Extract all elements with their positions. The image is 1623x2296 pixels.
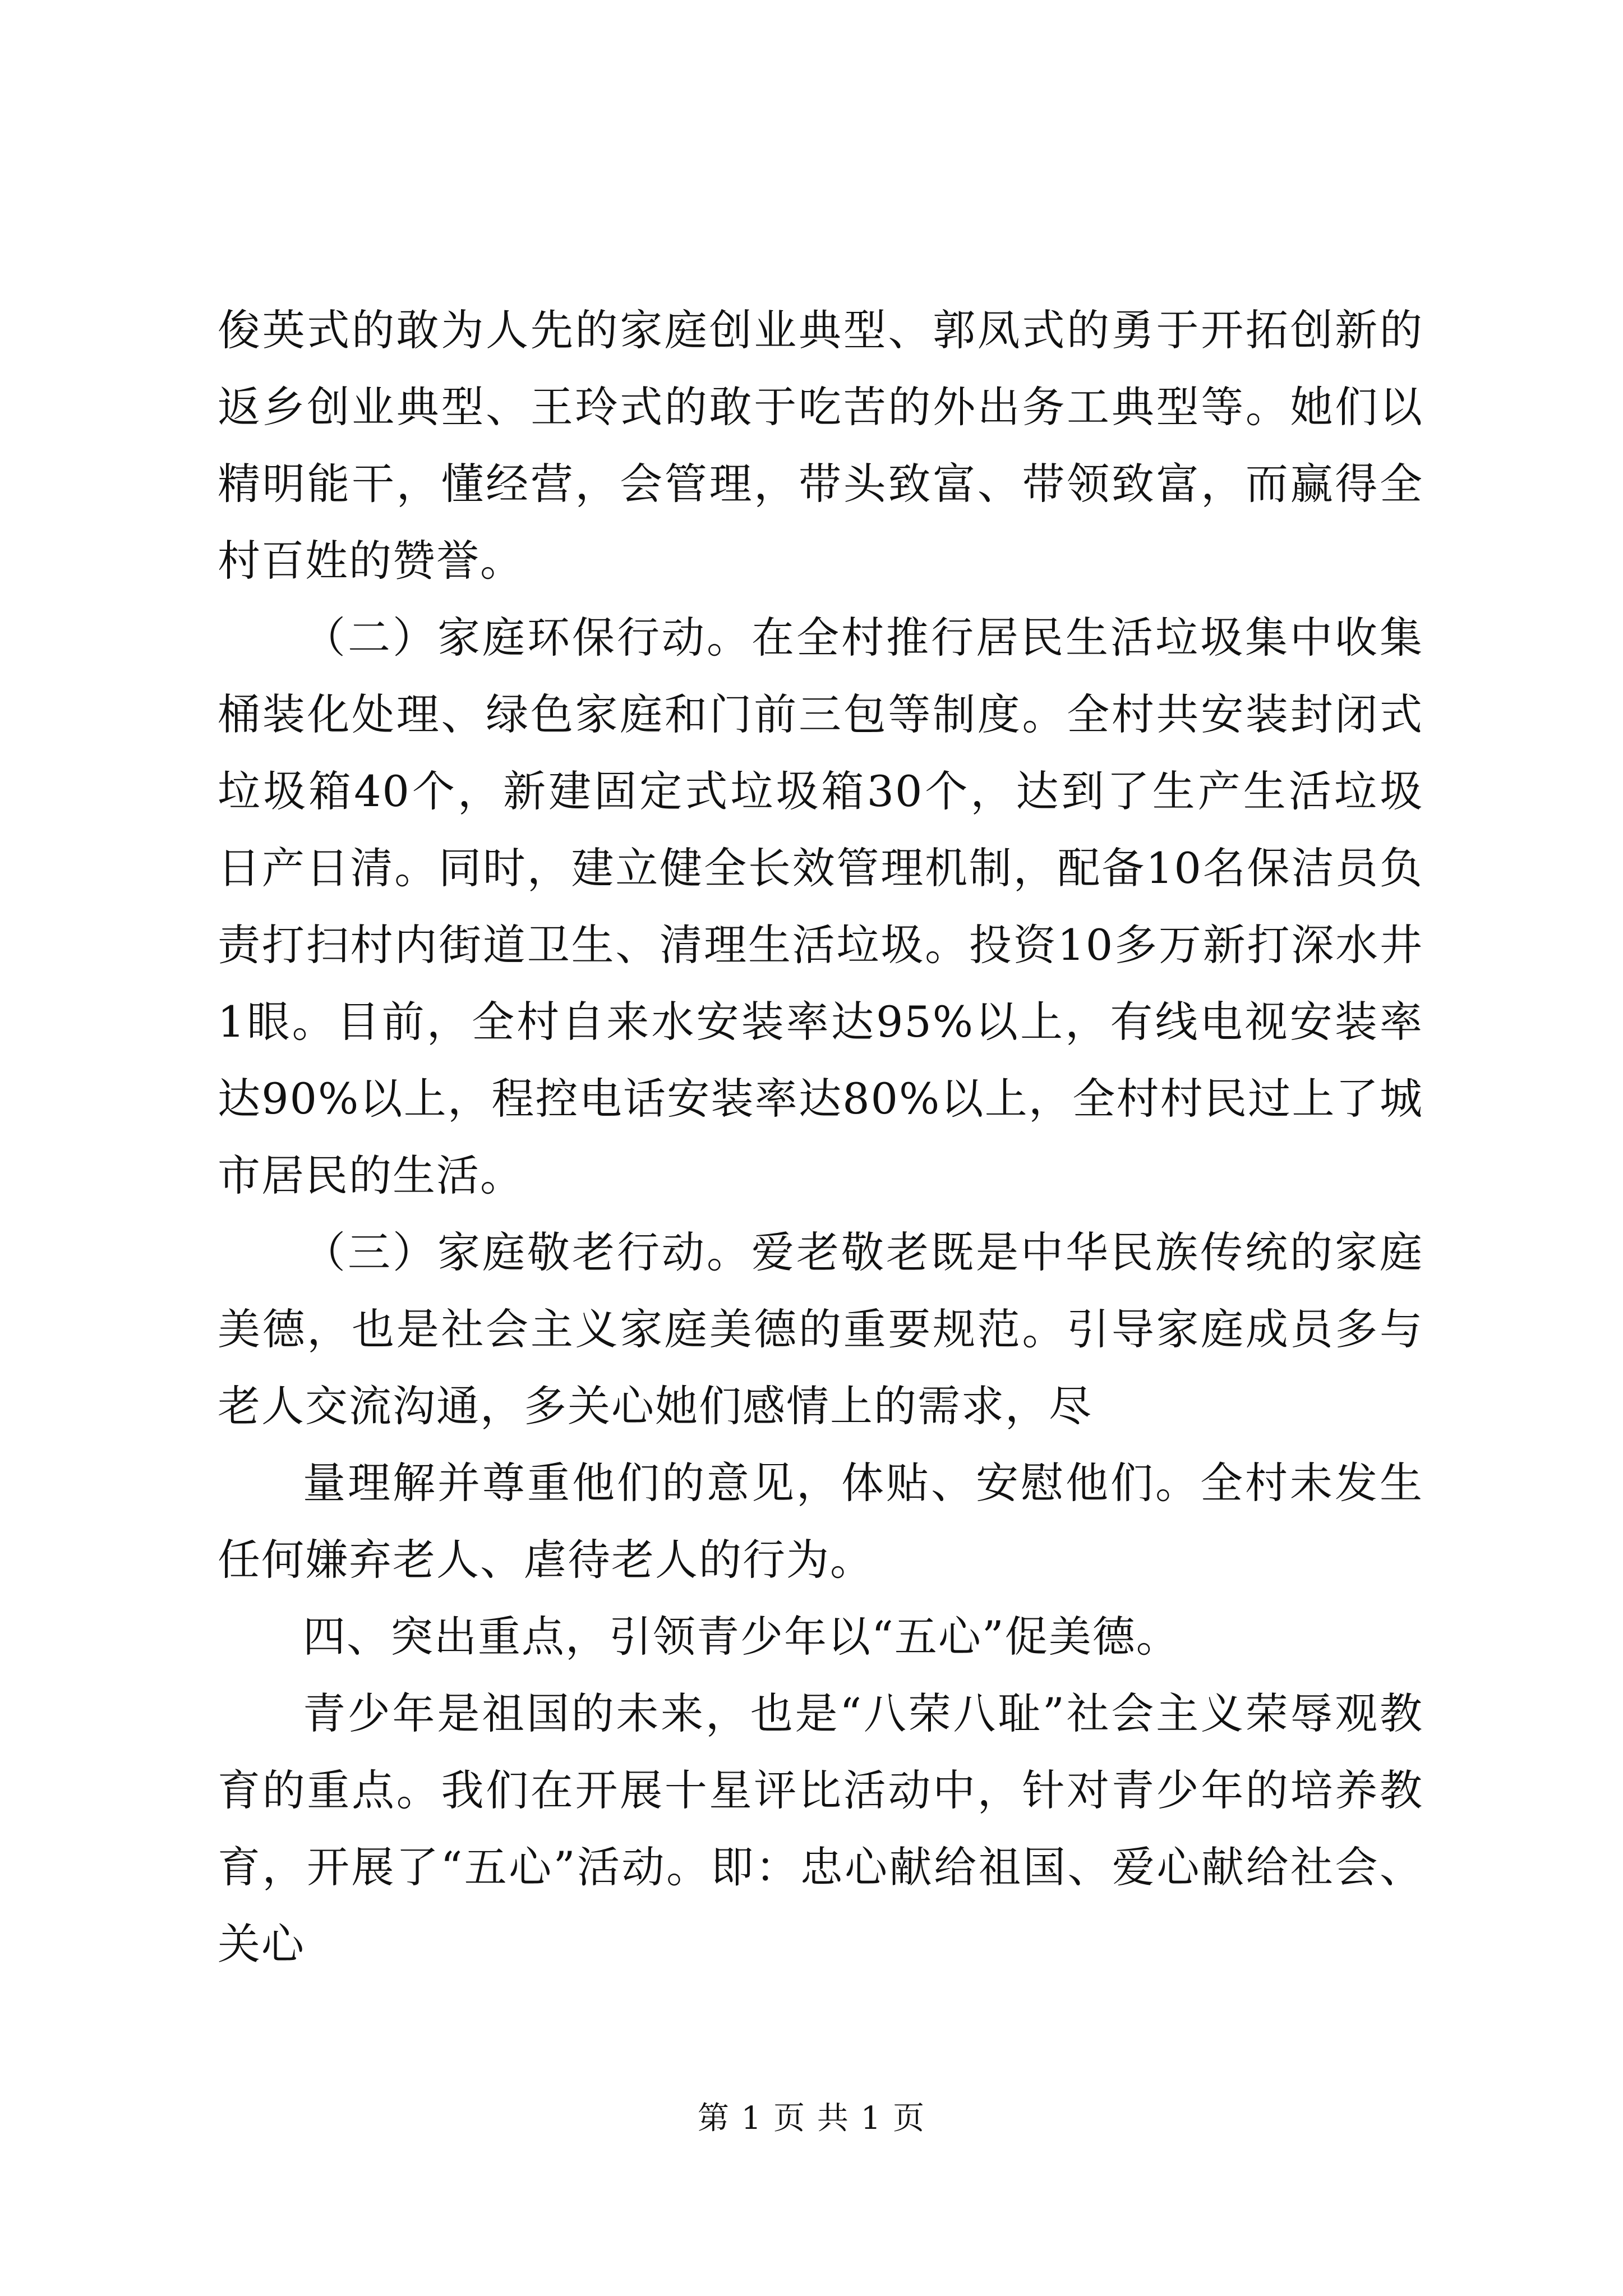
page-footer: 第 1 页 共 1 页 [697, 2100, 926, 2137]
document-body [218, 292, 1423, 1982]
paragraph-family-elder-respect-action: （三）家庭敬老行动。爱老敬老既是中华民族传统的家庭美德，也是社会主义家庭美德的重要规范。引导家庭成员多与老人交流沟通，多关心她们感情上的需求，尽 [218, 1227, 1423, 1431]
section-heading-four: 四、突出重点，引领青少年以“五心”促美德。 [303, 1612, 1180, 1662]
paragraph-elder-respect-continued: 量理解并尊重他们的意见，体贴、安慰他们。全村未发生任何嫌弃老人、虐待老人的行为。 [218, 1458, 1423, 1585]
paragraph-family-environment-action: （二）家庭环保行动。在全村推行居民生活垃圾集中收集桶装化处理、绿色家庭和门前三包等制度。全村共安装封闭式垃圾箱40个，新建固定式垃圾箱30个，达到了生产生活垃圾日产日清。同时，建立健全长效管理机制，配备10名保洁员负责打扫村内街道卫生、清理生活垃圾。投资10多万新打深水井1眼。目前，全村自来水安装率达95%以上，有线电视安装率达90%以上，程控电话安装率达80%以上，全村村民过上了城市居民的生活。 [218, 613, 1423, 1200]
paragraph-youth-five-hearts: 青少年是祖国的未来，也是“八荣八耻”社会主义荣辱观教育的重点。我们在开展十星评比活动中，针对青少年的培养教育，开展了“五心”活动。即：忠心献给祖国、爱心献给社会、关心 [218, 1688, 1423, 1969]
paragraph-continued-typical-examples: 俊英式的敢为人先的家庭创业典型、郭凤式的勇于开拓创新的返乡创业典型、王玲式的敢于吃苦的外出务工典型等。她们以精明能干，懂经营，会管理，带头致富、带领致富，而赢得全村百姓的赞誉。 [218, 305, 1423, 586]
